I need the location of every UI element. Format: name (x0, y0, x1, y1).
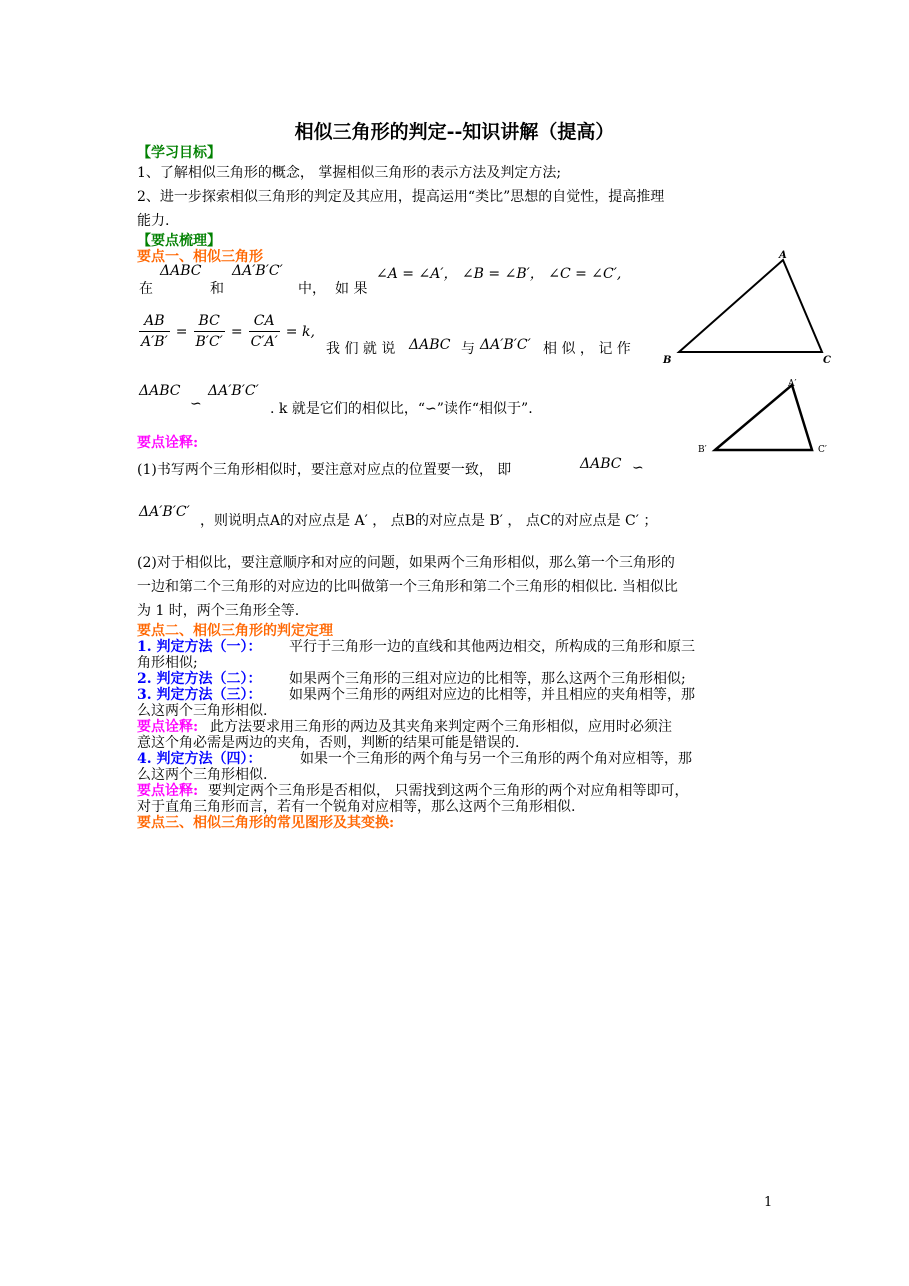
explain3-text-line1: 要判定两个三角形是否相似， 只需找到这两个三角形的两个对应角相等即可， (208, 783, 689, 799)
goal-item-1: 1、了解相似三角形的概念， 掌握相似三角形的表示方法及判定方法; (137, 165, 562, 181)
vertex-b1-label: B′ (698, 445, 707, 455)
explain1-p1-line2: ，则说明点A的对应点是 A′ ， 点B的对应点是 B′ ， 点C的对应点是 C′ ； (200, 513, 658, 529)
triangle-abc (679, 260, 822, 352)
goal-item-2-line2: 能力. (137, 213, 170, 229)
similar-triangles-figure (650, 240, 850, 470)
method1-text-line1: 平行于三角形一边的直线和其他两边相交，所构成的三角形和原三 (289, 639, 695, 655)
page-number: 1 (764, 1195, 773, 1210)
tri1b-label: ΔABC (409, 337, 451, 353)
point2-heading: 要点二、相似三角形的判定定理 (137, 623, 333, 639)
method2-label: 2. 判定方法（二）： (137, 671, 262, 687)
summary-heading: 【要点梳理】 (137, 233, 221, 249)
notation-tri1: ΔABC (139, 383, 181, 399)
ratio-explanation: . k 就是它们的相似比，“∽”读作“相似于”. (270, 401, 533, 417)
explain2-text-line2: 意这个角必需是两边的夹角，否则，判断的结果可能是错误的. (137, 735, 520, 751)
and-word: 和 (210, 281, 224, 297)
point3-heading: 要点三、相似三角形的常见图形及其变换: (137, 815, 395, 831)
explain1-p2-line3: 为 1 时，两个三角形全等. (137, 603, 300, 619)
method1-text-line2: 角形相似; (137, 655, 198, 671)
angle-condition: ∠A = ∠A′， ∠B = ∠B′， ∠C = ∠C′, (376, 266, 622, 282)
tri1-label: ΔABC (160, 263, 202, 279)
in-word: 在 (139, 281, 153, 297)
goal-item-2-line1: 2、进一步探索相似三角形的判定及其应用，提高运用“类比”思想的自觉性，提高推理 (137, 189, 665, 205)
method3-text-line1: 如果两个三角形的两组对应边的比相等，并且相应的夹角相等，那 (289, 687, 695, 703)
vertex-c1-label: C′ (818, 445, 827, 455)
vertex-a-label: A (779, 250, 787, 261)
explain1-p2-line1: (2)对于相似比，要注意顺序和对应的问题，如果两个三角形相似，那么第一个三角形的 (137, 555, 675, 571)
method4-text-line2: 么这两个三角形相似. (137, 767, 268, 783)
method3-label: 3. 判定方法（三）： (137, 687, 262, 703)
method4-text-line1: 如果一个三角形的两个角与另一个三角形的两个角对应相等，那 (300, 751, 692, 767)
explain1-similar-symbol: ∽ (632, 460, 644, 476)
fraction-ab: $\frac{AB}{A'B'}$ (141, 313, 168, 350)
fraction-ca: $\frac{CA}{C'A'}$ (250, 313, 278, 350)
method3-text-line2: 么这两个三角形相似. (137, 703, 268, 719)
point1-heading: 要点一、相似三角形 (137, 249, 263, 265)
explain1-heading: 要点诠释: (137, 435, 199, 451)
yu-word: 与 (461, 341, 475, 357)
method1-label: 1. 判定方法（一）： (137, 639, 262, 655)
explain3-label: 要点诠释: (137, 783, 199, 799)
we-say-text: 我 们 就 说 (326, 341, 396, 357)
ruguo-word: 如 果 (335, 281, 368, 297)
vertex-a1-label: A′ (788, 379, 797, 389)
vertex-b-label: B (663, 355, 672, 366)
ratio-equation: $\frac{AB}{A'B'}$ = $\frac{BC}{B'C'}$ = $\frac{CA}{C'A'}$ = k, (141, 313, 315, 350)
explain1-tri: ΔABC (580, 456, 622, 472)
page-title: 相似三角形的判定--知识讲解（提高） (294, 121, 615, 143)
tri2-label: ΔA′B′C′ (232, 263, 283, 279)
vertex-c-label: C (823, 355, 831, 366)
notation-similar-symbol: ∽ (190, 396, 202, 412)
zhong-word: 中， (298, 281, 326, 297)
method4-label: 4. 判定方法（四）： (137, 751, 262, 767)
goals-heading: 【学习目标】 (137, 145, 221, 161)
explain1-p2-line2: 一边和第二个三角形的对应边的比叫做第一个三角形和第二个三角形的相似比. 当相似比 (137, 579, 678, 595)
explain3-text-line2: 对于直角三角形而言，若有一个锐角对应相等，那么这两个三角形相似. (137, 799, 576, 815)
explain1-p1-line1: (1)书写两个三角形相似时，要注意对应点的位置要一致， 即 (137, 462, 512, 478)
similar-note: 相 似 ， 记 作 (543, 341, 631, 357)
explain2-text-line1: 此方法要求用三角形的两边及其夹角来判定两个三角形相似，应用时必须注 (210, 719, 672, 735)
tri2b-label: ΔA′B′C′ (480, 337, 531, 353)
notation-tri2: ΔA′B′C′ (208, 383, 259, 399)
explain2-label: 要点诠释: (137, 719, 199, 735)
triangle-a1b1c1 (715, 385, 812, 450)
fraction-bc: $\frac{BC}{B'C'}$ (195, 313, 223, 350)
method2-text: 如果两个三角形的三组对应边的比相等，那么这两个三角形相似; (289, 671, 686, 687)
explain1-tri2: ΔA′B′C′ (139, 504, 190, 520)
